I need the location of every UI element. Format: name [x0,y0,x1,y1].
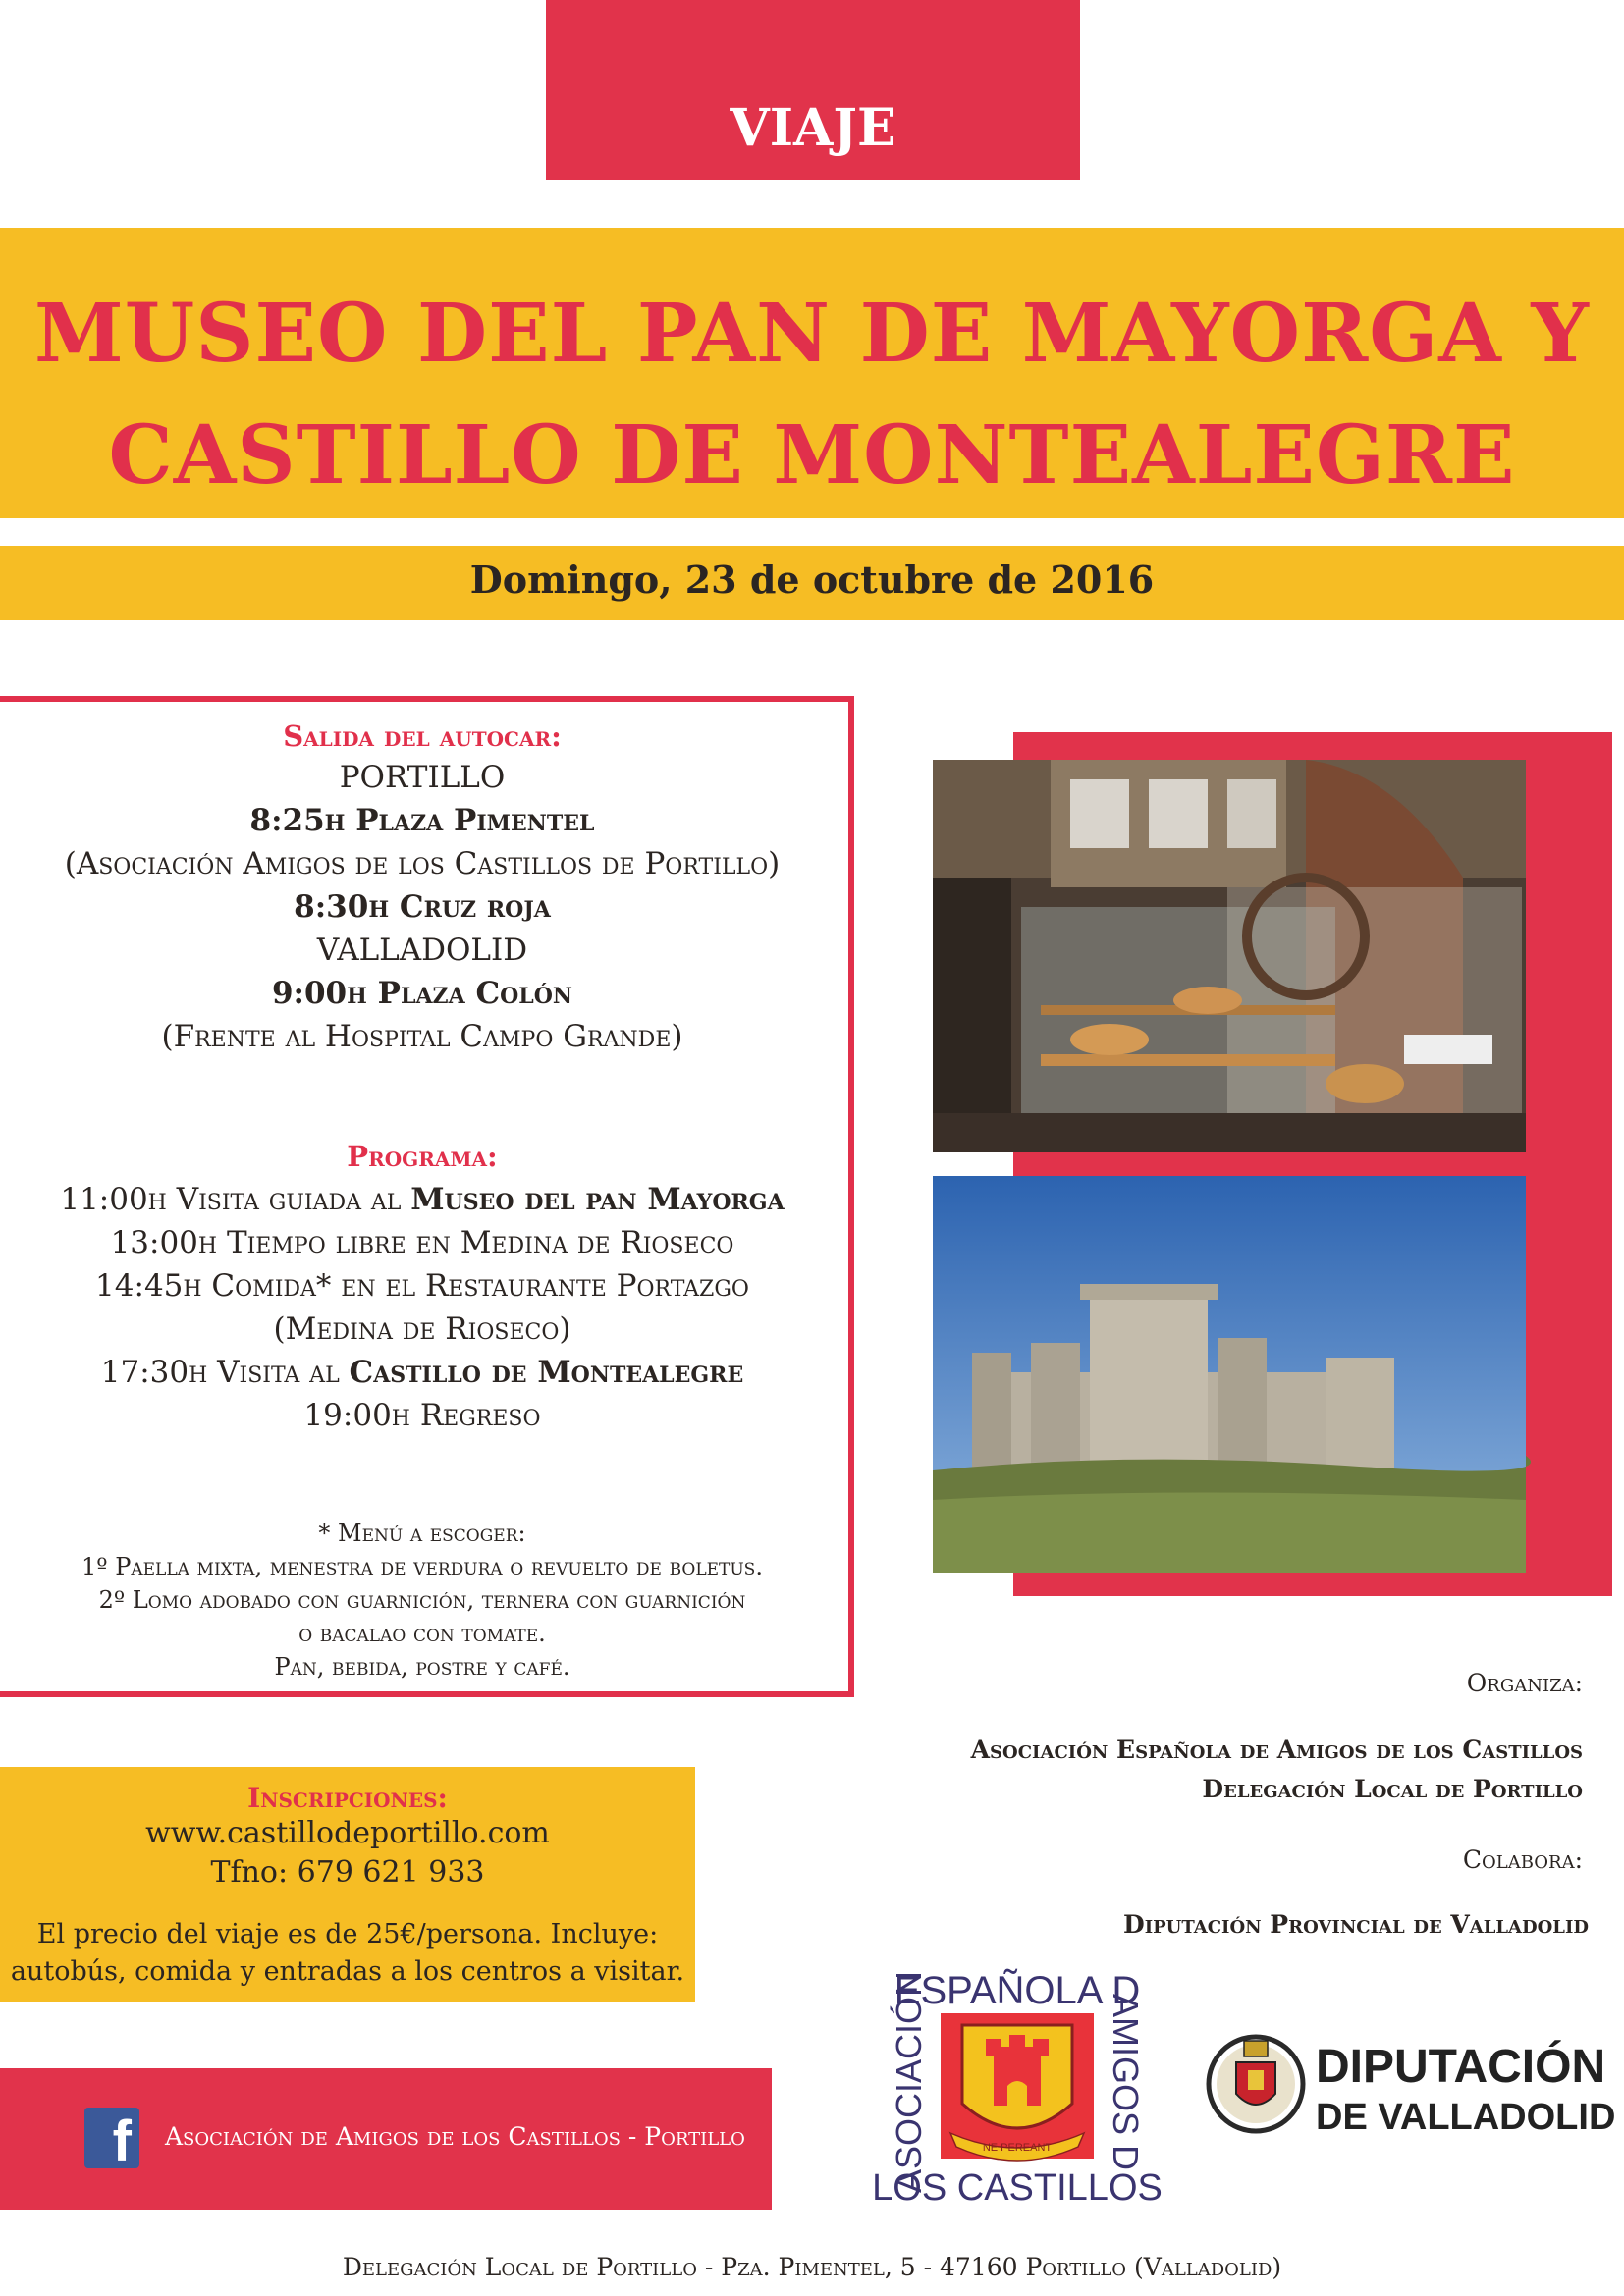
organiza-label: Organiza: [1466,1669,1583,1697]
departure-heading: Salida del autocar: [283,720,562,753]
diputacion-seal-logo [1205,2025,1308,2143]
program-item: 13:00h Tiempo libre en Medina de Rioseco [110,1225,734,1260]
colabora-label: Colabora: [1462,1845,1583,1874]
menu-line: 2º Lomo adobado con guarnición, ternera con guarnición [98,1586,746,1614]
program-item: 19:00h Regreso [303,1398,541,1433]
aeac-logo-top-text: ESPAÑOLA D [893,1969,1141,2012]
museum-photo [933,760,1526,1152]
program-item: 14:45h Comida* en el Restaurante Portazgo [95,1268,749,1304]
title-line-1: MUSEO DEL PAN DE MAYORGA Y [34,287,1590,381]
departure-line: 8:25h Plaza Pimentel [249,803,595,838]
diputacion-logo-text: DIPUTACIÓN [1316,2041,1606,2093]
departure-line: 8:30h Cruz roja [294,889,551,925]
title-line-2: CASTILLO DE MONTEALEGRE [108,408,1516,503]
diputacion-logo-text: DE VALLADOLID [1316,2097,1616,2138]
aeac-logo-right-text: AMIGOS D [1106,1993,1146,2171]
facebook-icon[interactable]: f [84,2108,139,2168]
price-line: El precio del viaje es de 25€/persona. Incluye: [36,1919,659,1949]
menu-line: Pan, bebida, postre y café. [274,1653,570,1681]
viaje-label: VIAJE [730,98,896,158]
facebook-page-name[interactable]: Asociación de Amigos de los Castillos - Portillo [165,2122,745,2151]
menu-line: * Menú a escoger: [318,1520,526,1547]
price-line: autobús, comida y entradas a los centros a visitar. [10,1956,685,1987]
departure-line: VALLADOLID [316,933,528,968]
registration-phone: Tfno: 679 621 933 [210,1855,485,1890]
departure-line: PORTILLO [339,760,506,795]
program-item: 11:00h Visita guiada al Museo del pan Mayorga [60,1182,785,1217]
menu-line: 1º Paella mixta, menestra de verdura o revuelto de boletus. [81,1553,763,1580]
aeac-logo-bottom-text: LOS CASTILLOS [872,2167,1163,2209]
event-date: Domingo, 23 de octubre de 2016 [469,558,1155,602]
departure-line: (Frente al Hospital Campo Grande) [161,1019,683,1054]
program-item: 17:30h Visita al Castillo de Montealegre [100,1355,744,1390]
castle-photo [933,1176,1526,1573]
aeac-logo [872,1956,1163,2209]
organiza-line: Delegación Local de Portillo [1202,1775,1583,1803]
footer-address: Delegación Local de Portillo - Pza. Pimentel, 5 - 47160 Portillo (Valladolid) [342,2253,1282,2281]
program-heading: Programa: [347,1140,498,1173]
colabora-line: Diputación Provincial de Valladolid [1123,1910,1589,1939]
departure-line: (Asociación Amigos de los Castillos de Portillo) [64,846,781,881]
organiza-line: Asociación Española de Amigos de los Castillos [970,1735,1583,1764]
registration-heading: Inscripciones: [247,1782,448,1814]
menu-line: o bacalao con tomate. [298,1620,546,1647]
aeac-logo-ribbon-text: NE PEREANT [982,2142,1053,2154]
departure-line: 9:00h Plaza Colón [271,976,573,1011]
program-item: (Medina de Rioseco) [273,1311,571,1347]
aeac-logo-left-text: ASOCIACIÓN [889,1970,929,2194]
registration-website[interactable]: www.castillodeportillo.com [145,1816,550,1850]
